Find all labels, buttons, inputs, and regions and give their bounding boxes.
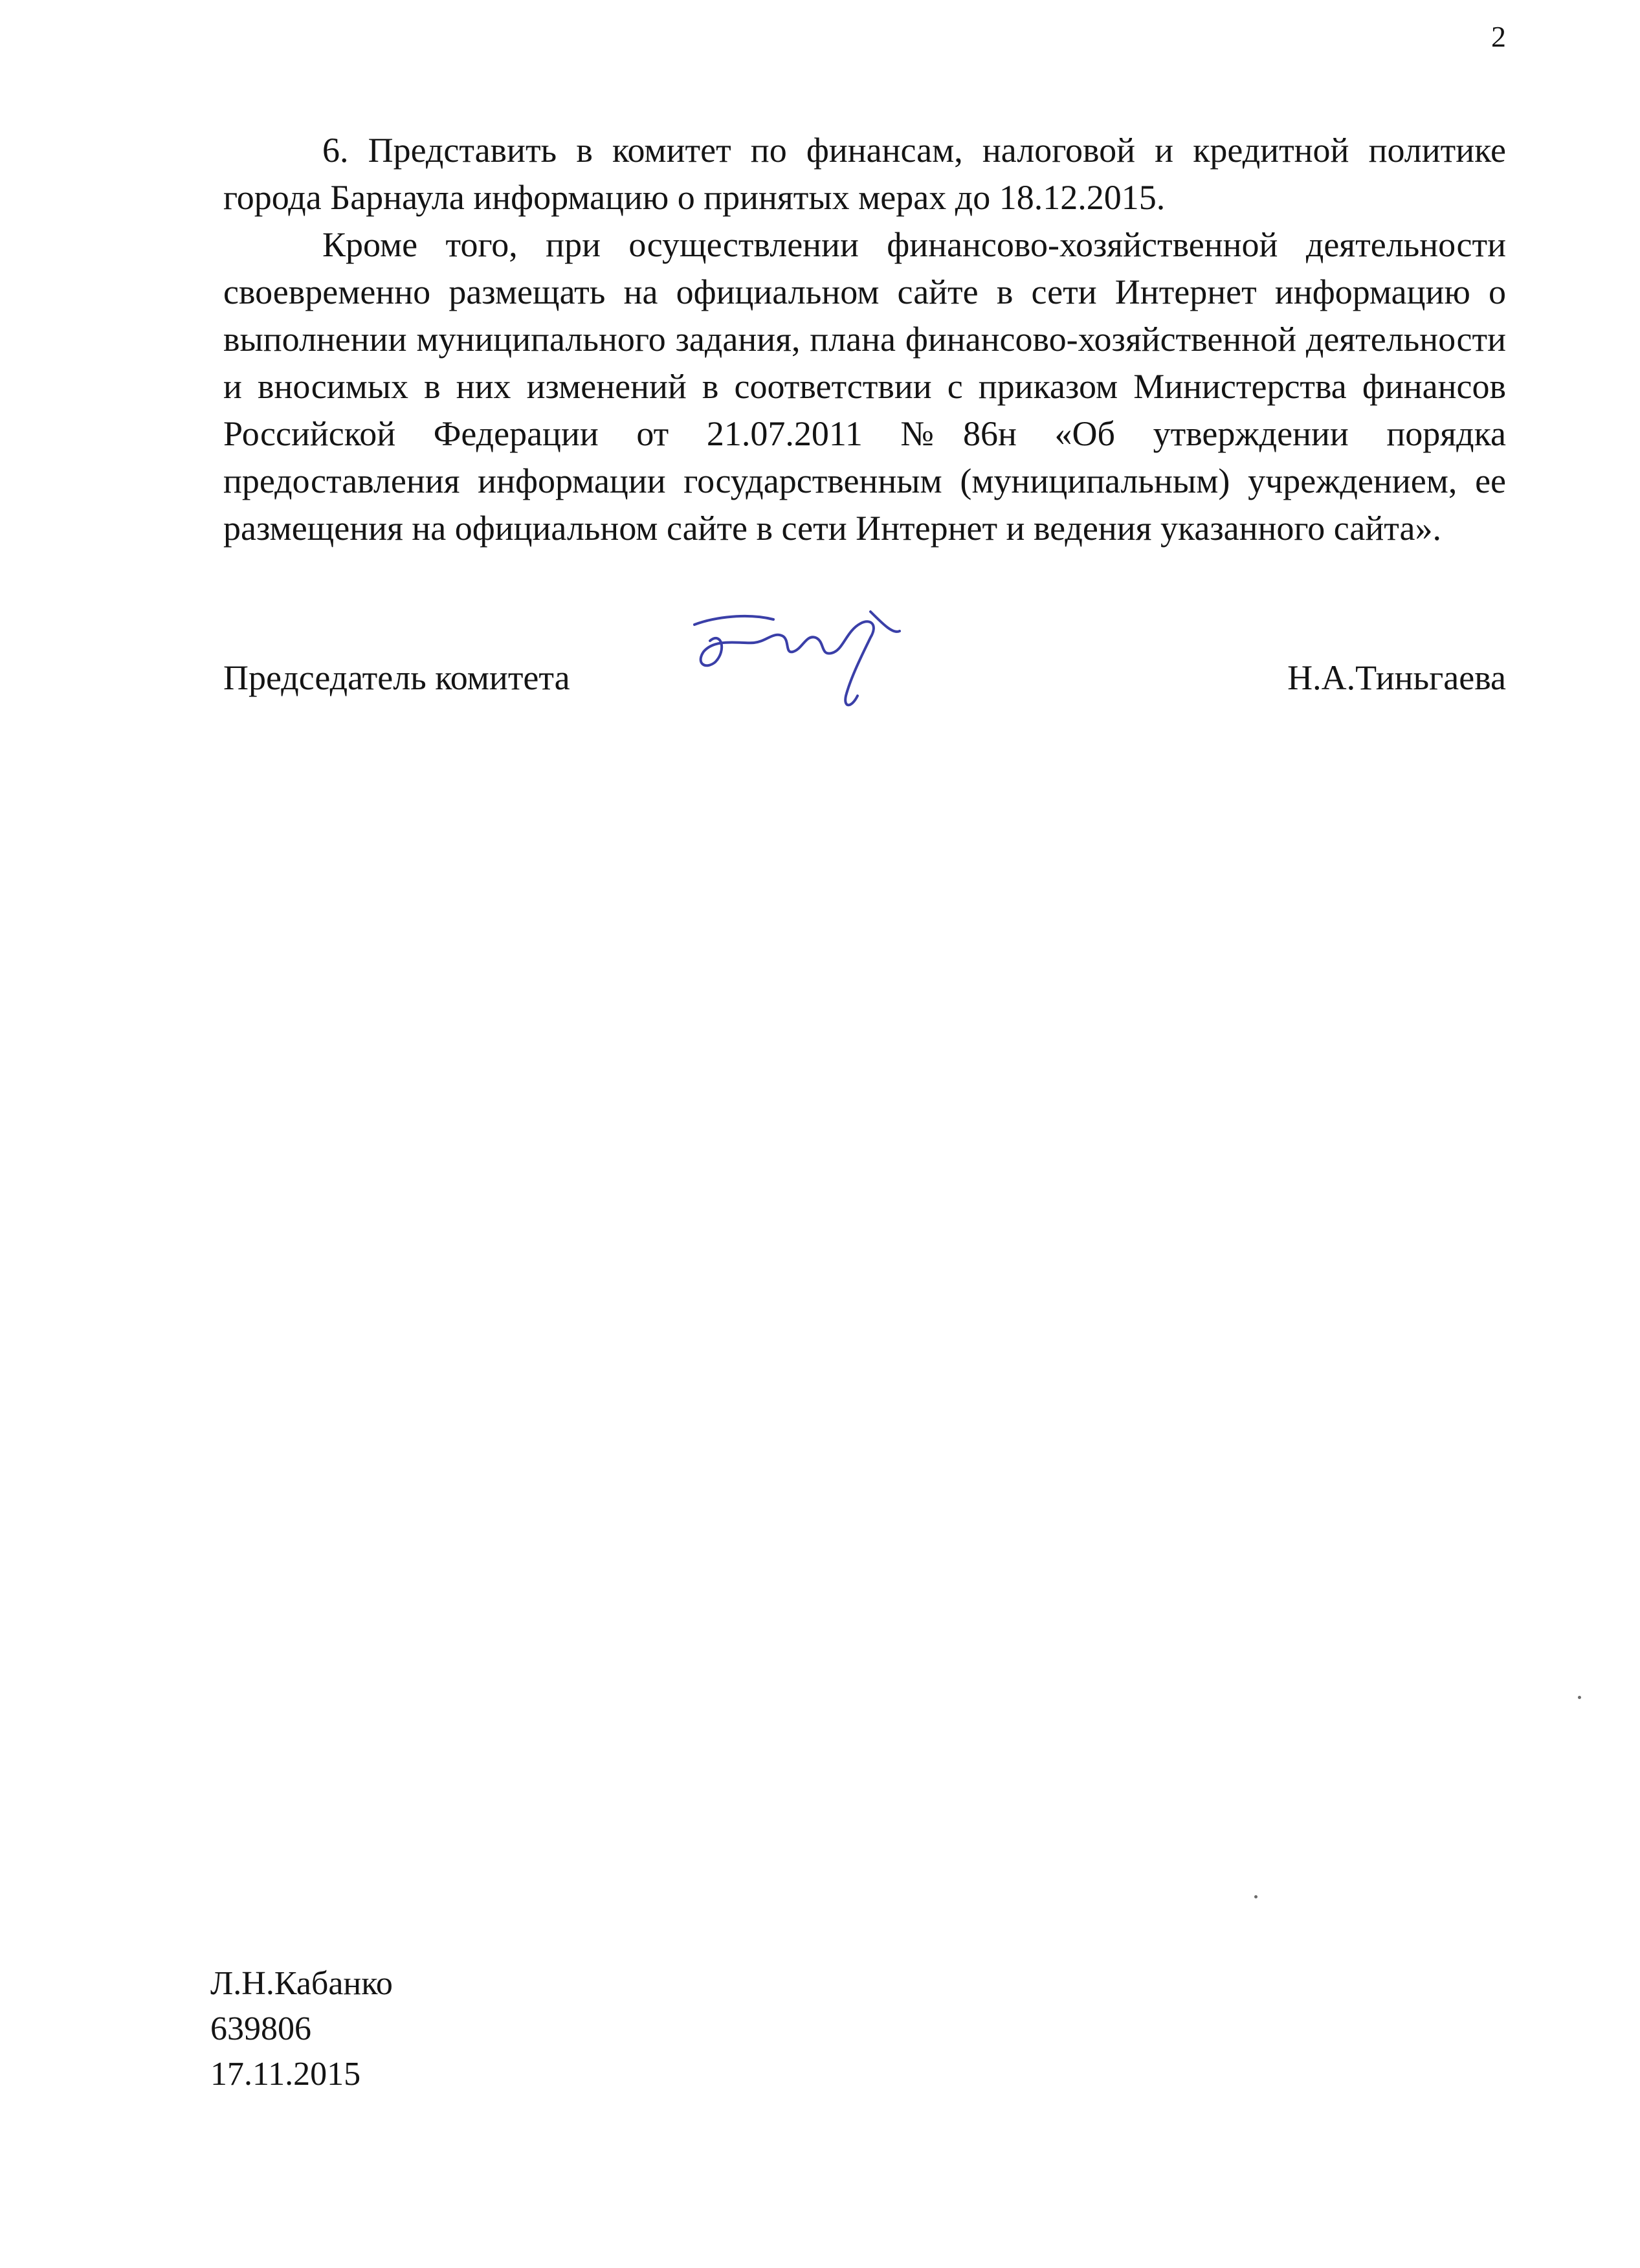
scan-speck: [1578, 1696, 1581, 1699]
executor-phone: 639806: [210, 2010, 311, 2047]
executor-block: [210, 1961, 393, 2097]
letter-body: [223, 127, 1506, 552]
scan-speck: [1254, 1895, 1258, 1898]
signatory-title: Председатель комитета: [223, 658, 570, 697]
executor-date: 17.11.2015: [210, 2056, 361, 2093]
handwritten-signature: [676, 605, 916, 718]
paragraph-item-6: 6. Представить в комитет по финансам, налоговой и кредитной политике города Барнаула информацию о принятых мерах до 18.12.2015.: [223, 131, 1506, 217]
signatory-name: Н.А.Тиньгаева: [1287, 658, 1506, 697]
executor-name: Л.Н.Кабанко: [210, 1965, 393, 2002]
paragraph-additionally: Кроме того, при осуществлении финансово-хозяйственной деятельности своевременно размещать на официальном сайте в сети Интернет информацию о выполнении муниципального задания, плана финансово-хозяйственной деятельности и вносимых в них изменений в соответствии с приказом Министерства финансов Российской Федерации от 21.07.2011 №86н «Об утверждении порядка предоставления информации государственным (муниципальным) учреждением, ее размещения на официальном сайте в сети Интернет и ведения указанного сайта».: [223, 225, 1506, 548]
page-number: 2: [1491, 20, 1506, 53]
